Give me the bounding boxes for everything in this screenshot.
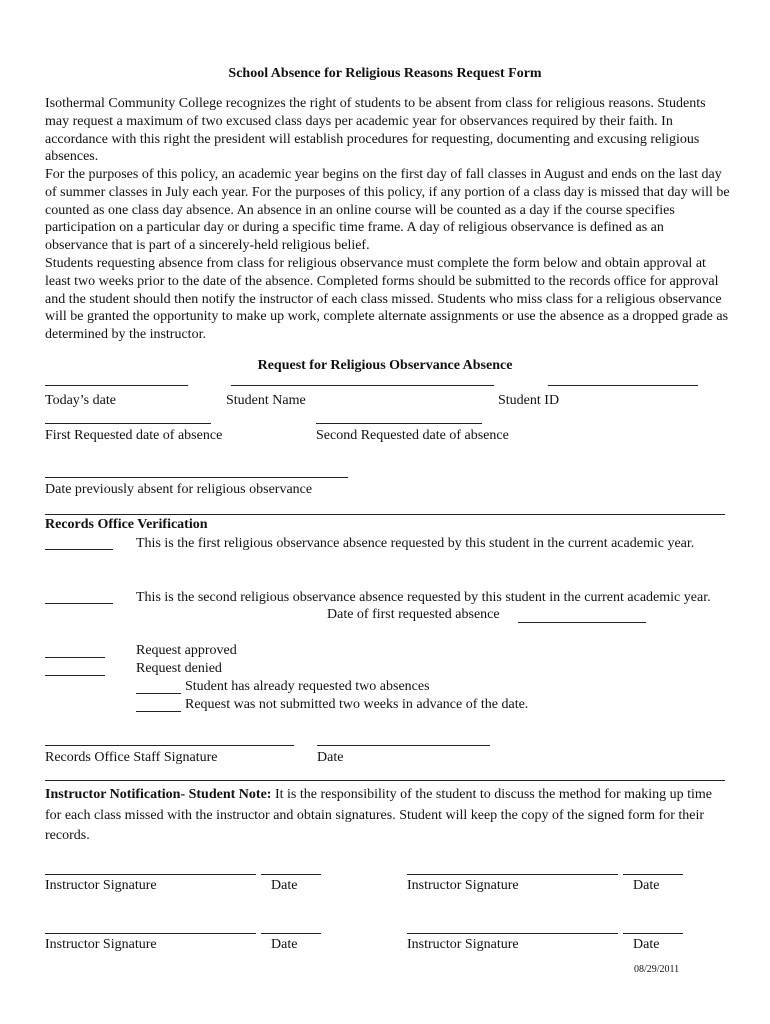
- student-id-label: Student ID: [498, 393, 560, 408]
- first-absence-text: This is the first religious observance absence requested by this student in the current academic year.: [136, 536, 695, 551]
- reason2-check[interactable]: [136, 711, 181, 712]
- reason2-label: Request was not submitted two weeks in advance of the date.: [185, 697, 529, 712]
- instructor-signature-label-3: Instructor Signature: [45, 937, 157, 952]
- reason1-check[interactable]: [136, 693, 181, 694]
- request-heading: Request for Religious Observance Absence: [257, 358, 513, 373]
- reason1-label: Student has already requested two absences: [185, 679, 430, 694]
- todays-date-label: Today’s date: [45, 393, 116, 408]
- approved-label: Request approved: [136, 643, 237, 658]
- denied-check[interactable]: [45, 675, 105, 676]
- instructor-note-text: It is the responsibility of the student to discuss the method for making up time for each class missed with the instructor and obtain signatures. Student will keep the copy of the signed form for their records.: [45, 787, 713, 843]
- instructor-date-label-1: Date: [271, 878, 298, 893]
- instructor-signature-field-1[interactable]: [45, 874, 256, 875]
- staff-date-field[interactable]: [317, 745, 490, 746]
- instructor-signature-field-2[interactable]: [407, 874, 618, 875]
- intro-paragraph-1: Isothermal Community College recognizes the right of students to be absent from class for religious reasons. Students may request a maximum of two excused class days per academic year for observances required by their faith. In accordance with this right the president will establish procedures for requesting, documenting and excusing religious absences.: [45, 96, 706, 165]
- instructor-date-label-2: Date: [633, 878, 660, 893]
- student-id-field[interactable]: [548, 385, 698, 386]
- denied-label: Request denied: [136, 661, 222, 676]
- student-name-field[interactable]: [231, 385, 494, 386]
- records-heading: Records Office Verification: [45, 517, 208, 532]
- second-absence-text: This is the second religious observance absence requested by this student in the current academic year.: [136, 590, 711, 605]
- instructor-signature-label-1: Instructor Signature: [45, 878, 157, 893]
- form-title: School Absence for Religious Reasons Request Form: [228, 66, 542, 81]
- instructor-date-field-4[interactable]: [623, 933, 683, 934]
- instructor-signature-label-4: Instructor Signature: [407, 937, 519, 952]
- previous-date-field[interactable]: [45, 477, 348, 478]
- date-first-requested-label: Date of first requested absence: [327, 607, 500, 622]
- second-absence-check[interactable]: [45, 603, 113, 604]
- staff-signature-label: Records Office Staff Signature: [45, 750, 218, 765]
- student-name-label: Student Name: [226, 393, 306, 408]
- instructor-signature-field-4[interactable]: [407, 933, 618, 934]
- instructor-date-field-2[interactable]: [623, 874, 683, 875]
- instructor-date-label-3: Date: [271, 937, 298, 952]
- instructor-date-label-4: Date: [633, 937, 660, 952]
- staff-signature-field[interactable]: [45, 745, 294, 746]
- approved-check[interactable]: [45, 657, 105, 658]
- previous-date-label: Date previously absent for religious observance: [45, 482, 313, 497]
- section-divider-2: [45, 780, 725, 781]
- first-date-field[interactable]: [45, 423, 211, 424]
- instructor-note: [45, 785, 727, 847]
- instructor-signature-label-2: Instructor Signature: [407, 878, 519, 893]
- section-divider: [45, 514, 725, 515]
- first-date-label: First Requested date of absence: [45, 428, 223, 443]
- second-date-field[interactable]: [316, 423, 482, 424]
- staff-date-label: Date: [317, 750, 344, 765]
- intro-paragraph-3: Students requesting absence from class for religious observance must complete the form below and obtain approval at least two weeks prior to the date of the absence. Completed forms should be submitted to the records office for approval and the student should then notify the instructor of each class missed. Students who miss class for a religious observance will be granted the opportunity to make up work, complete alternate assignments or use the absence as a dropped grade as determined by the instructor.: [45, 256, 729, 343]
- instructor-date-field-3[interactable]: [261, 933, 321, 934]
- instructor-note-heading: Instructor Notification- Student Note:: [45, 787, 272, 802]
- first-absence-check[interactable]: [45, 549, 113, 550]
- intro-paragraph-2: For the purposes of this policy, an academic year begins on the first day of fall classes in August and ends on the last day of summer classes in July each year. For the purposes of this policy, if any portion of a class day is missed that day will be counted as one class day absence. An absence in an online course will be counted as a day if the course specifies participation on a particular day or during a specific time frame. A day of religious observance is defined as an observance that is part of a sincerely-held religious belief.: [45, 167, 730, 254]
- footer-date: 08/29/2011: [634, 964, 680, 975]
- instructor-signature-field-3[interactable]: [45, 933, 256, 934]
- second-date-label: Second Requested date of absence: [316, 428, 509, 443]
- date-first-requested-field[interactable]: [518, 622, 646, 623]
- instructor-date-field-1[interactable]: [261, 874, 321, 875]
- todays-date-field[interactable]: [45, 385, 188, 386]
